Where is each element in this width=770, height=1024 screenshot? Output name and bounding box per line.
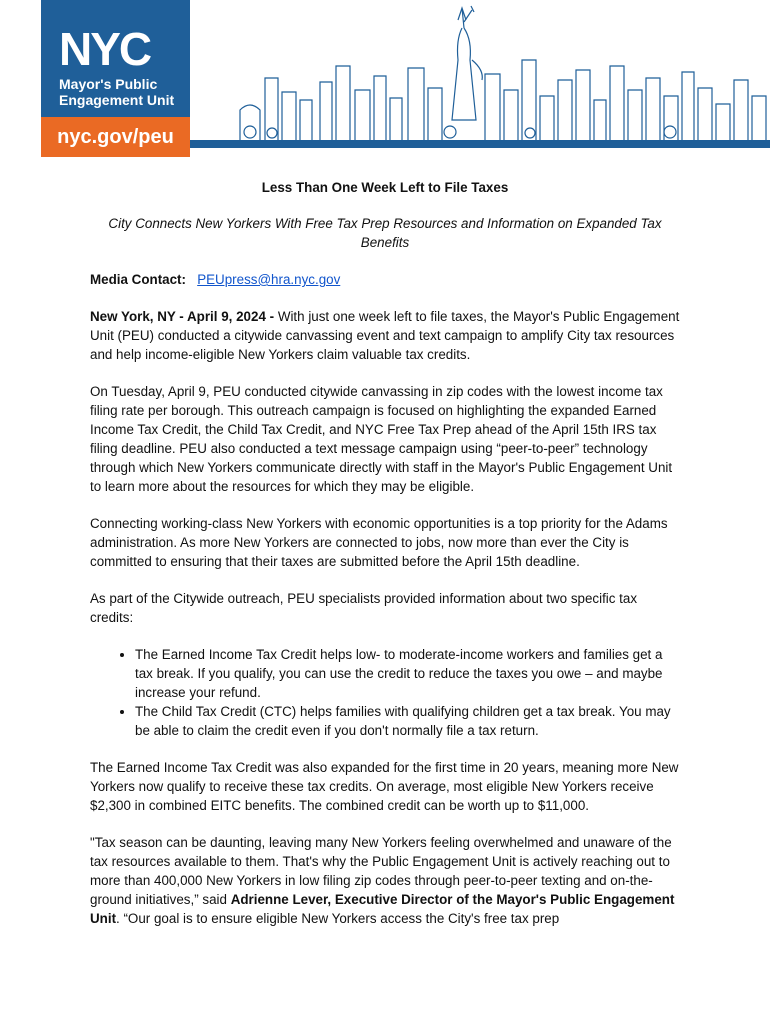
quote-end: . “Our goal is to ensure eligible New Yorkers access the City's free tax prep (116, 911, 560, 926)
paragraph-5: The Earned Income Tax Credit was also expanded for the first time in 20 years, meaning more New Yorkers now qualify to receive these tax credits. On average, most eligible New Yorkers receive $2,300 in combined EITC benefits. The combined credit can be worth up to $11,000. (90, 760, 679, 813)
paragraph-4: As part of the Citywide outreach, PEU specialists provided information about two specific tax credits: (90, 591, 638, 625)
dateline: New York, NY - April 9, 2024 - (90, 309, 275, 324)
paragraph-1 (90, 307, 680, 364)
logo-org-line-2: Engagement Unit (59, 92, 175, 108)
quote-attribution: Adrienne Lever, Executive Director of the Mayor's Public Engagement Unit (90, 892, 675, 926)
paragraph-2: On Tuesday, April 9, PEU conducted citywide canvassing in zip codes with the lowest income tax filing rate per borough. This outreach campaign is focused on highlighting the expanded Earned Income Tax Credit, the Child Tax Credit, and NYC Free Tax Prep ahead of the April 15th IRS tax filing deadline. PEU also conducted a text message campaign using “peer-to-peer” technology through which New Yorkers communicate directly with staff in the Mayor's Public Engagement Unit to learn more about the resources for which they may be eligible. (90, 384, 673, 494)
page-subtitle: City Connects New Yorkers With Free Tax Prep Resources and Information on Expanded Tax Benefits (108, 216, 662, 250)
press-release-body (90, 178, 680, 946)
list-item: • The Earned Income Tax Credit helps low- to moderate-income workers and families get a tax break. If you qualify, you can use the credit to reduce the taxes you owe – and maybe increase your refund. (135, 645, 680, 702)
paragraph-3: Connecting working-class New Yorkers with economic opportunities is a top priority for the Adams administration. As more New Yorkers are connected to jobs, now more than ever the City is committed to ensuring that their taxes are submitted before the April 15th deadline. (90, 516, 668, 569)
page-header (0, 0, 770, 160)
paragraph-6 (90, 833, 680, 928)
quote-start: "Tax season can be daunting, leaving many New Yorkers feeling overwhelmed and unaware of the tax resources available to them. That's why the Public Engagement Unit is actively reaching out to more than 400,000 New Yorkers in low filing zip codes through peer-to-peer texting and on-the-ground initiatives,” said (90, 835, 672, 907)
skyline-illustration (200, 0, 770, 150)
tax-credit-list (90, 645, 680, 740)
page-title: Less Than One Week Left to File Taxes (261, 180, 509, 195)
nyc-logo (41, 0, 190, 117)
media-contact-email-link[interactable]: PEUpress@hra.nyc.gov (197, 272, 341, 287)
logo-org-line-1: Mayor's Public (59, 76, 158, 92)
header-rule (190, 140, 770, 148)
media-contact-label: Media Contact: (90, 272, 186, 287)
paragraph-1-text: With just one week left to file taxes, the Mayor's Public Engagement Unit (PEU) conducted a citywide canvassing event and text campaign to amplify City tax resources and help income-eligible New Yorkers claim valuable tax credits. (90, 309, 680, 362)
media-contact (90, 270, 680, 289)
list-item: • The Child Tax Credit (CTC) helps families with qualifying children get a tax break. You may be able to claim the credit even if you don't normally file a tax return. (135, 702, 680, 740)
logo-wordmark: NYC (59, 23, 151, 75)
logo-url-bar: nyc.gov/peu (41, 117, 190, 157)
